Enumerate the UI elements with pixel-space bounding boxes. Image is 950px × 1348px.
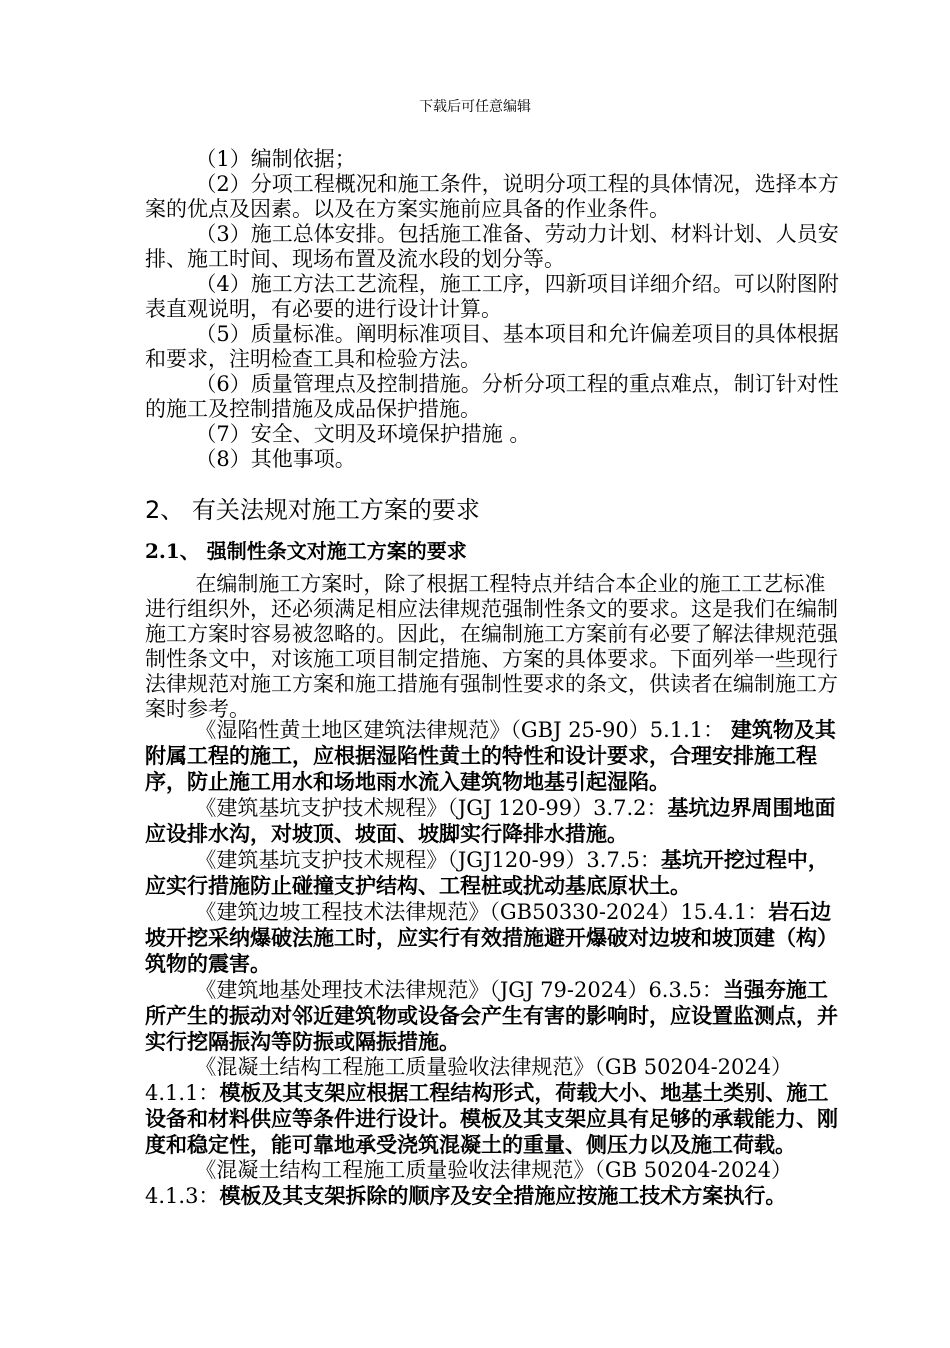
list-item: （2）分项工程概况和施工条件，说明分项工程的具体情况，选择本方案的优点及因素。以及在方案实施前应具备的作业条件。 <box>145 172 839 221</box>
regulation-source: 《混凝土结构工程施工质量验收法律规范》（GB 50204-2024）4.1.3： <box>145 1158 793 1208</box>
regulation-item <box>145 847 845 899</box>
regulation-requirement: 基坑边界周围地面应设排水沟，对坡顶、坡面、坡脚实行降排水措施。 <box>145 795 836 846</box>
page-header: 下载后可任意编辑 <box>419 99 531 115</box>
regulation-item <box>145 899 845 977</box>
regulation-item <box>145 977 845 1055</box>
list-item: （8）其他事项。 <box>195 447 356 471</box>
list-item: （1）编制依据； <box>195 147 356 171</box>
regulation-source: 《建筑基坑支护技术规程》（JGJ 120-99）3.7.2： <box>195 796 668 820</box>
list-item: （5）质量标准。阐明标准项目、基本项目和允许偏差项目的具体根据和要求，注明检查工具和检验方法。 <box>145 322 839 371</box>
list-item: （3）施工总体安排。包括施工准备、劳动力计划、材料计划、人员安排、施工时间、现场布置及流水段的划分等。 <box>145 222 839 271</box>
regulation-item <box>145 795 845 847</box>
section-2-heading: 2、 有关法规对施工方案的要求 <box>145 496 480 524</box>
regulation-requirement: 当强夯施工所产生的振动对邻近建筑物或设备会产生有害的影响时，应设置监测点，并实行挖隔振沟等防振或隔振措施。 <box>145 977 838 1054</box>
regulation-source: 《混凝土结构工程施工质量验收法律规范》（GB 50204-2024）4.1.1： <box>145 1055 793 1105</box>
regulation-requirement: 模板及其支架拆除的顺序及安全措施应按施工技术方案执行。 <box>219 1183 787 1208</box>
content-items <box>145 147 845 472</box>
regulation-source: 《建筑地基处理技术法律规范》（JGJ 79-2024）6.3.5： <box>195 978 723 1002</box>
regulation-source: 《建筑基坑支护技术规程》（JGJ120-99）3.7.5： <box>195 848 661 872</box>
list-item: （4）施工方法工艺流程，施工工序，四新项目详细介绍。可以附图附表直观说明，有必要的进行设计计算。 <box>145 272 839 321</box>
intro-paragraph <box>145 572 845 722</box>
regulation-requirement: 模板及其支架应根据工程结构形式，荷载大小、地基土类别、施工设备和材料供应等条件进行设计。模板及其支架应具有足够的承载能力、刚度和稳定性，能可靠地承受浇筑混凝土的重量、侧压力以及施工荷载。 <box>145 1080 838 1157</box>
regulation-item <box>145 717 845 795</box>
regulation-source: 《建筑边坡工程技术法律规范》（GB50330-2024）15.4.1： <box>195 900 769 924</box>
regulation-requirement: 基坑开挖过程中，应实行措施防止碰撞支护结构、工程桩或扰动基底原状土。 <box>145 847 829 898</box>
regulation-item <box>145 1055 845 1158</box>
regulation-requirement: 岩石边坡开挖采纳爆破法施工时，应实行有效措施避开爆破对边坡和坡顶建（构）筑物的震害。 <box>145 899 838 976</box>
regulation-requirement: 建筑物及其附属工程的施工，应根据湿陷性黄土的特性和设计要求，合理安排施工程序，防止施工用水和场地雨水流入建筑物地基引起湿陷。 <box>145 717 836 794</box>
regulation-item <box>145 1158 845 1209</box>
section-2-1-heading: 2.1、 强制性条文对施工方案的要求 <box>145 539 467 563</box>
list-item: （6）质量管理点及控制措施。分析分项工程的重点难点，制订针对性的施工及控制措施及成品保护措施。 <box>145 372 839 421</box>
regulation-list <box>145 717 845 1209</box>
regulation-source: 《湿陷性黄土地区建筑法律规范》（GBJ 25-90）5.1.1： <box>195 718 731 742</box>
intro-text: 在编制施工方案时，除了根据工程特点并结合本企业的施工工艺标准进行组织外，还必须满足相应法律规范强制性条文的要求。这是我们在编制施工方案时容易被忽略的。因此，在编制施工方案前有必要了解法律规范强制性条文中，对该施工项目制定措施、方案的具体要求。下面列举一些现行法律规范对施工方案和施工措施有强制性要求的条文，供读者在编制施工方案时参考。 <box>145 572 838 721</box>
list-item: （7）安全、文明及环境保护措施 。 <box>195 422 531 446</box>
